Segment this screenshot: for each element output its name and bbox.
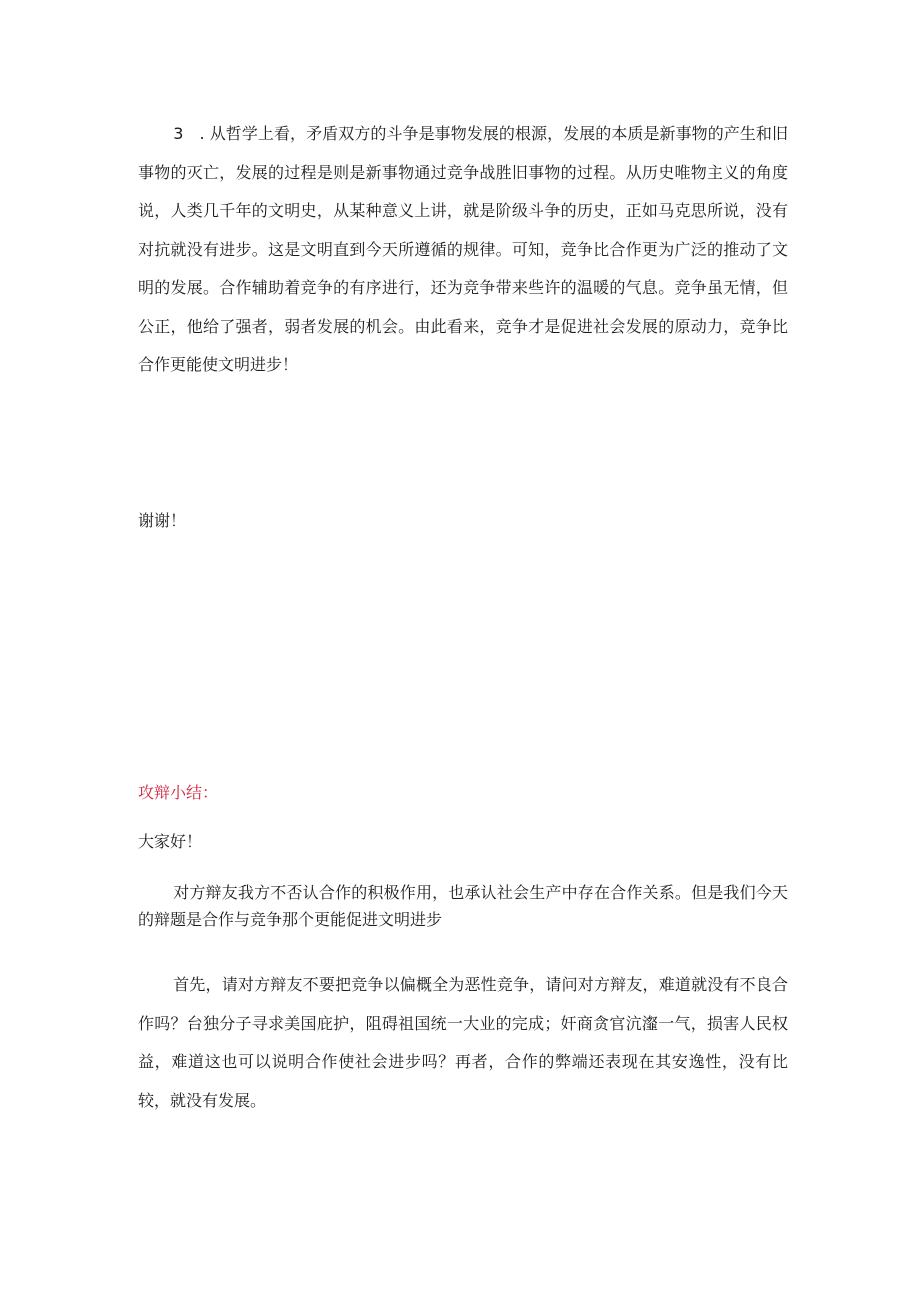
paragraph-first: 首先，请对方辩友不要把竞争以偏概全为恶性竞争，请问对方辩友，难道就没有不良合作吗？台独分子寻求美国庇护，阻碍祖国统一大业的完成；奸商贪官沆瀣一气，损害人民权益，难道这也可以说明合作使社会进步吗？再者，合作的弊端还表现在其安逸性，没有比较，就没有发展。 (138, 975, 788, 1110)
paragraph-intro: 对方辩友我方不否认合作的积极作用，也承认社会生产中存在合作关系。但是我们今天的辩题是合作与竞争那个更能促进文明进步 (138, 883, 788, 929)
section-title: 攻辩小结： (138, 783, 219, 802)
greeting-line: 大家好！ (138, 832, 203, 851)
paragraph-point-3: 3 . 从哲学上看，矛盾双方的斗争是事物发展的根源，发展的本质是新事物的产生和旧事物的灭亡，发展的过程是则是新事物通过竞争战胜旧事物的过程。从历史唯物主义的角度说，人类几千年的文明史，从某种意义上讲，就是阶级斗争的历史，正如马克思所说，没有对抗就没有进步。这是文明直到今天所遵循的规律。可知，竞争比合作更为广泛的推动了文明的发展。合作辅助着竞争的有序进行，还为竞争带来些许的温暖的气息。竞争虽无情，但公正，他给了强者，弱者发展的机会。由此看来，竞争才是促进社会发展的原动力，竞争比合作更能使文明进步！ (138, 124, 788, 374)
thanks-line: 谢谢！ (138, 511, 187, 530)
